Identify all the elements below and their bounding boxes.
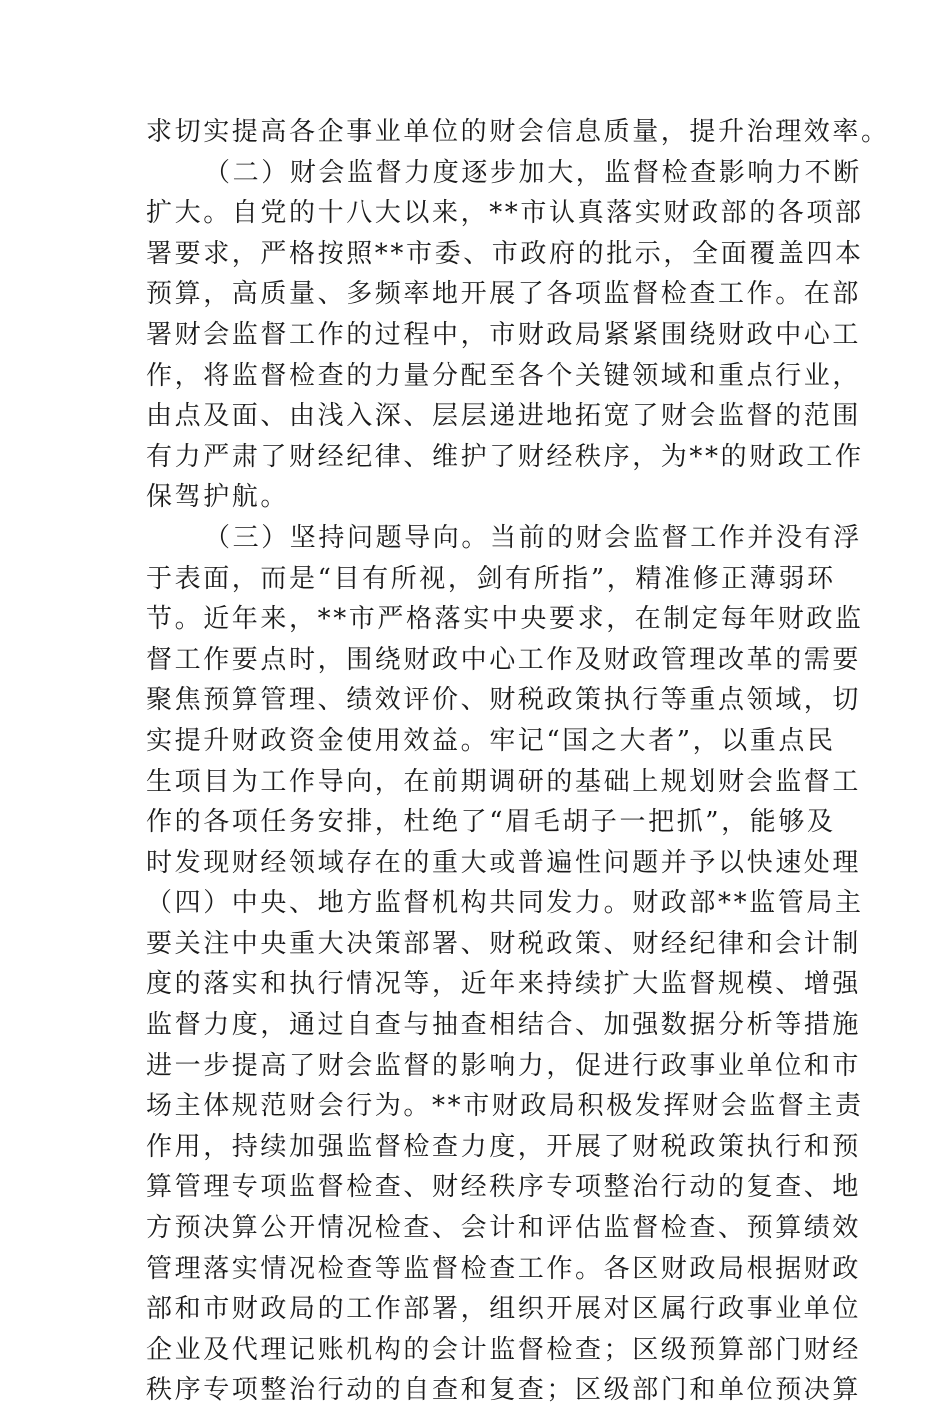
text-line: 方预决算公开情况检查、会计和评估监督检查、预算绩效 — [146, 1213, 862, 1244]
text-line: 进一步提高了财会监督的影响力，促进行政事业单位和市 — [146, 1050, 862, 1081]
body-text — [146, 112, 890, 1411]
text-line: 部和市财政局的工作部署，组织开展对区属行政事业单位 — [146, 1294, 862, 1325]
text-line: 节。近年来，**市严格落实中央要求，在制定每年财政监 — [146, 604, 864, 635]
text-line: 秩序专项整治行动的自查和复查；区级部门和单位预决算 — [146, 1375, 862, 1406]
text-line: 企业及代理记账机构的会计监督检查；区级预算部门财经 — [146, 1334, 862, 1365]
text-line: 有力严肃了财经纪律、维护了财经秩序，为**的财政工作 — [146, 441, 864, 472]
text-line: 管理落实情况检查等监督检查工作。各区财政局根据财政 — [146, 1253, 862, 1284]
text-line: （四）中央、地方监督机构共同发力。财政部**监管局主 — [146, 888, 864, 919]
text-line: 求切实提高各企事业单位的财会信息质量，提升治理效率。 — [146, 117, 890, 147]
text-line: 实提升财政资金使用效益。牢记“国之大者”，以重点民 — [146, 725, 836, 756]
paragraph-first-line: （三）坚持问题导向。当前的财会监督工作并没有浮 — [204, 522, 862, 553]
text-line: 保驾护航。 — [146, 482, 290, 513]
text-line: 生项目为工作导向，在前期调研的基础上规划财会监督工 — [146, 766, 862, 797]
text-line: 聚焦预算管理、绩效评价、财税政策执行等重点领域，切 — [146, 685, 862, 716]
text-line: 扩大。自党的十八大以来，**市认真落实财政部的各项部 — [146, 198, 864, 229]
text-line: 场主体规范财会行为。**市财政局积极发挥财会监督主责 — [146, 1091, 864, 1122]
text-line: 署财会监督工作的过程中，市财政局紧紧围绕财政中心工 — [146, 319, 862, 350]
text-line: 由点及面、由浅入深、层层递进地拓宽了财会监督的范围 — [146, 401, 862, 432]
text-line: 于表面，而是“目有所视，剑有所指”，精准修正薄弱环 — [146, 563, 836, 594]
text-line: 作用，持续加强监督检查力度，开展了财税政策执行和预 — [146, 1131, 862, 1162]
text-line: 算管理专项监督检查、财经秩序专项整治行动的复查、地 — [146, 1172, 862, 1203]
text-line: 要关注中央重大决策部署、财税政策、财经纪律和会计制 — [146, 928, 862, 959]
text-line: 时发现财经领域存在的重大或普遍性问题并予以快速处理 — [146, 847, 862, 878]
text-line: 度的落实和执行情况等，近年来持续扩大监督规模、增强 — [146, 969, 862, 1000]
text-line: 作的各项任务安排，杜绝了“眉毛胡子一把抓”，能够及 — [146, 807, 836, 838]
text-line: 监督力度，通过自查与抽查相结合、加强数据分析等措施 — [146, 1010, 862, 1041]
text-line: 预算，高质量、多频率地开展了各项监督检查工作。在部 — [146, 279, 862, 310]
text-line: 署要求，严格按照**市委、市政府的批示，全面覆盖四本 — [146, 238, 864, 269]
text-line: 作，将监督检查的力量分配至各个关键领域和重点行业， — [146, 360, 862, 391]
paragraph-first-line: （二）财会监督力度逐步加大，监督检查影响力不断 — [204, 157, 862, 188]
text-line: 督工作要点时，围绕财政中心工作及财政管理改革的需要 — [146, 644, 862, 675]
